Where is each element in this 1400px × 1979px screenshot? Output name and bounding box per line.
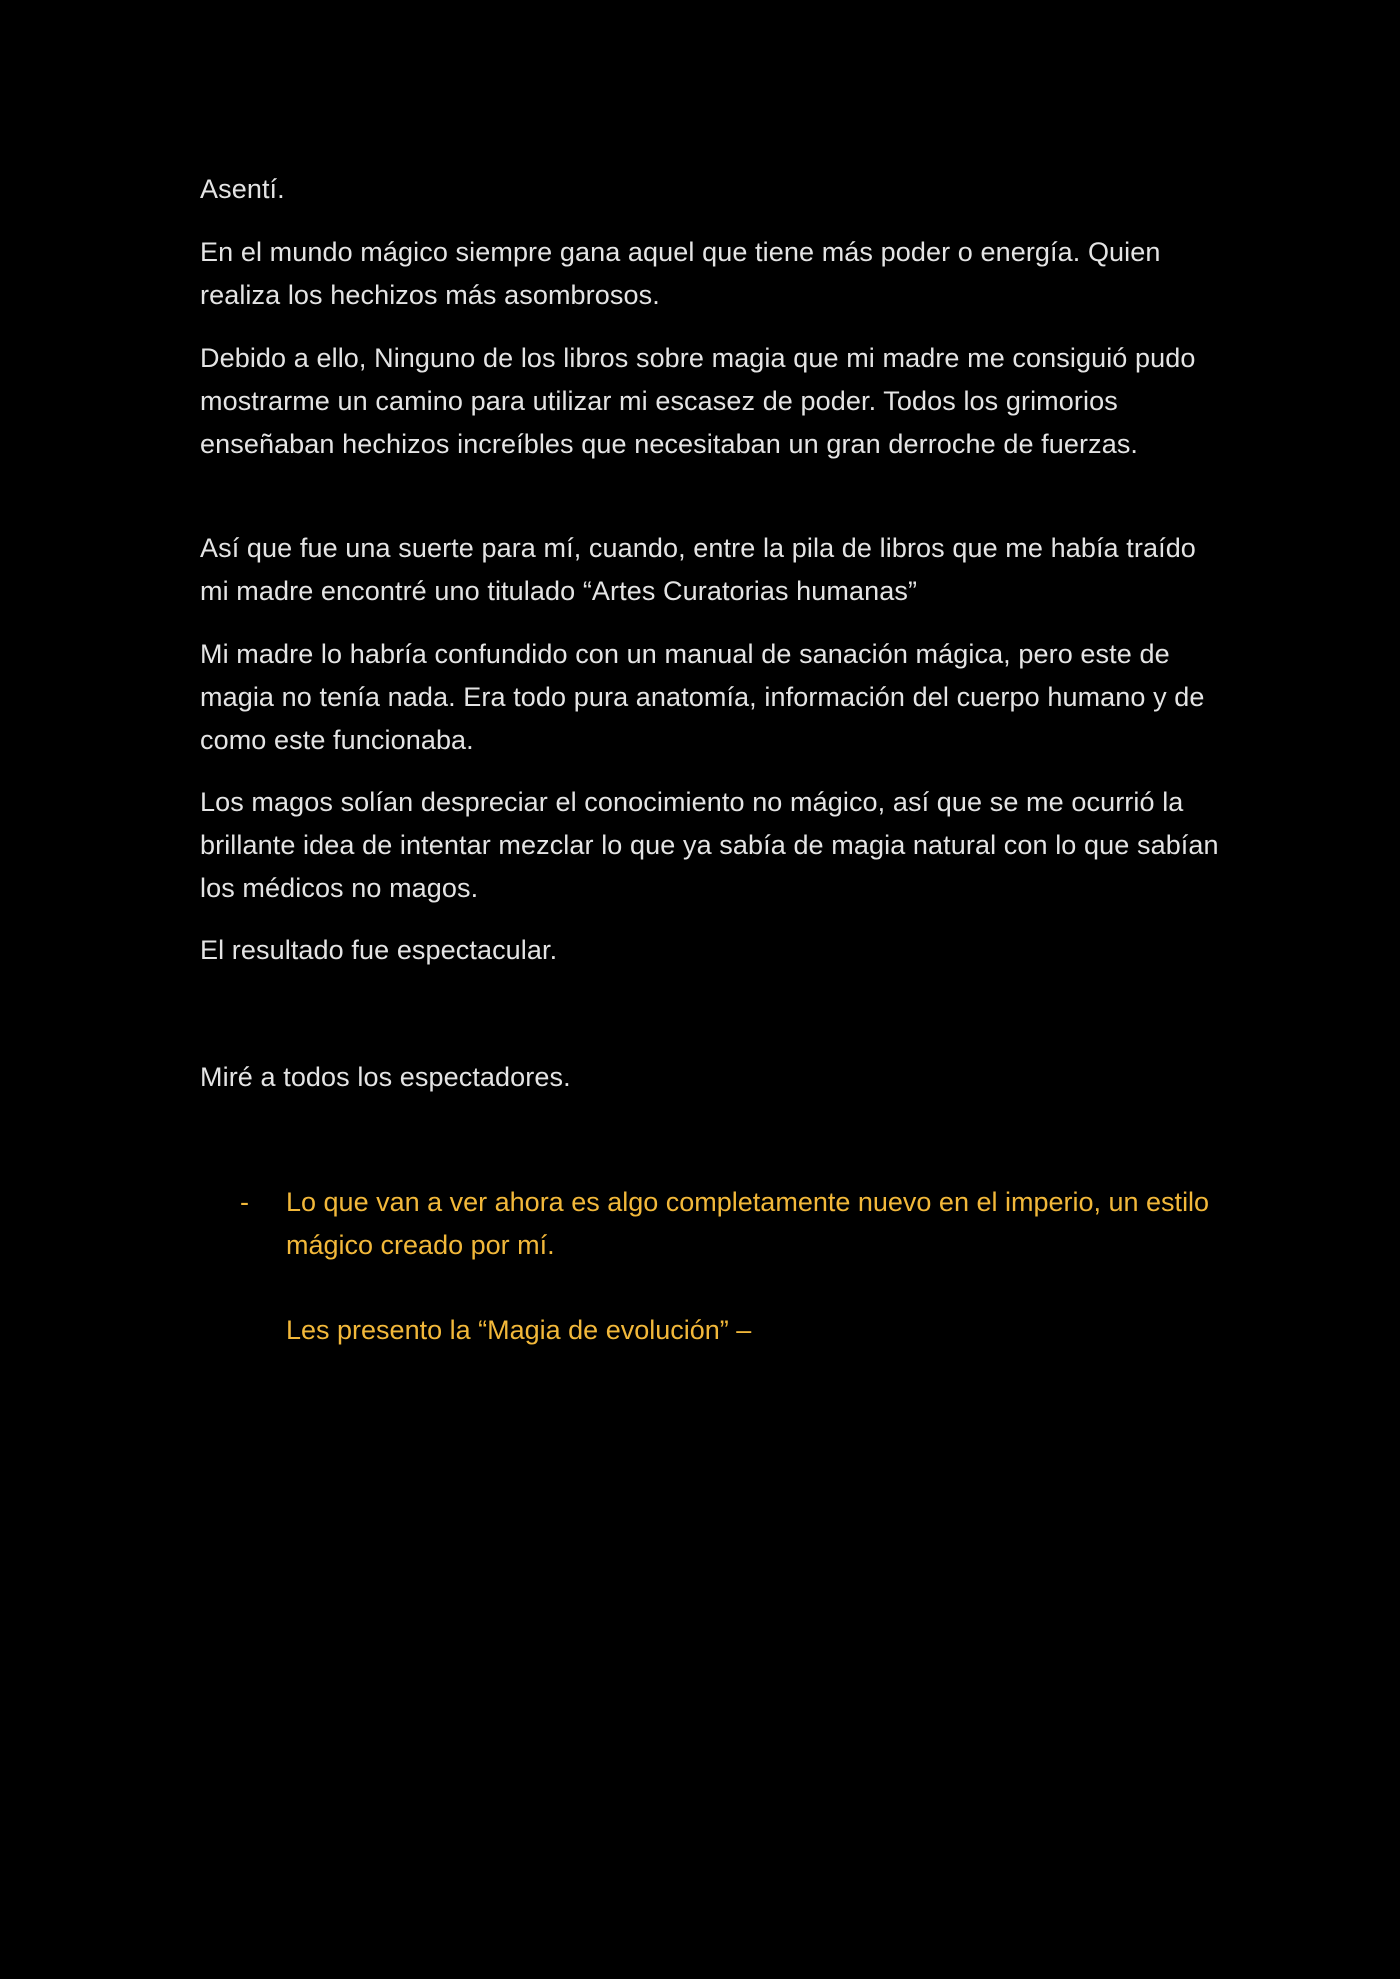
dialogue-dash: - <box>240 1187 249 1217</box>
paragraph-text: Asentí. <box>200 174 285 204</box>
paragraph-spectators <box>200 1056 1220 1099</box>
paragraph-text: Miré a todos los espectadores. <box>200 1062 571 1092</box>
paragraph-assent <box>200 168 1220 211</box>
dialogue-text: Lo que van a ver ahora es algo completamente nuevo en el imperio, un estilo mágico creado por mí. <box>286 1187 1210 1260</box>
paragraph-text: Mi madre lo habría confundido con un manual de sanación mágica, pero este de magia no tenía nada. Era todo pura anatomía, información del cuerpo humano y de como este funcionaba. <box>200 639 1205 755</box>
paragraph-idea <box>200 781 1220 910</box>
paragraph-manual <box>200 633 1220 762</box>
paragraph-magic-world <box>200 231 1220 317</box>
dialogue-text: Les presento la “Magia de evolución” – <box>286 1315 752 1345</box>
paragraph-result <box>200 929 1220 972</box>
paragraph-text: En el mundo mágico siempre gana aquel que tiene más poder o energía. Quien realiza los hechizos más asombrosos. <box>200 237 1161 310</box>
paragraph-text: Debido a ello, Ninguno de los libros sobre magia que mi madre me consiguió pudo mostrarme un camino para utilizar mi escasez de poder. Todos los grimorios enseñaban hechizos increíbles que necesitaban un gran derroche de fuerzas. <box>200 343 1196 459</box>
paragraph-luck <box>200 527 1220 613</box>
paragraph-text: Los magos solían despreciar el conocimiento no mágico, así que se me ocurrió la brillante idea de intentar mezclar lo que ya sabía de magia natural con lo que sabían los médicos no magos. <box>200 787 1219 903</box>
paragraph-books <box>200 337 1220 466</box>
paragraph-text: El resultado fue espectacular. <box>200 935 558 965</box>
paragraph-text: Así que fue una suerte para mí, cuando, entre la pila de libros que me había traído mi madre encontré uno titulado “Artes Curatorias humanas” <box>200 533 1196 606</box>
